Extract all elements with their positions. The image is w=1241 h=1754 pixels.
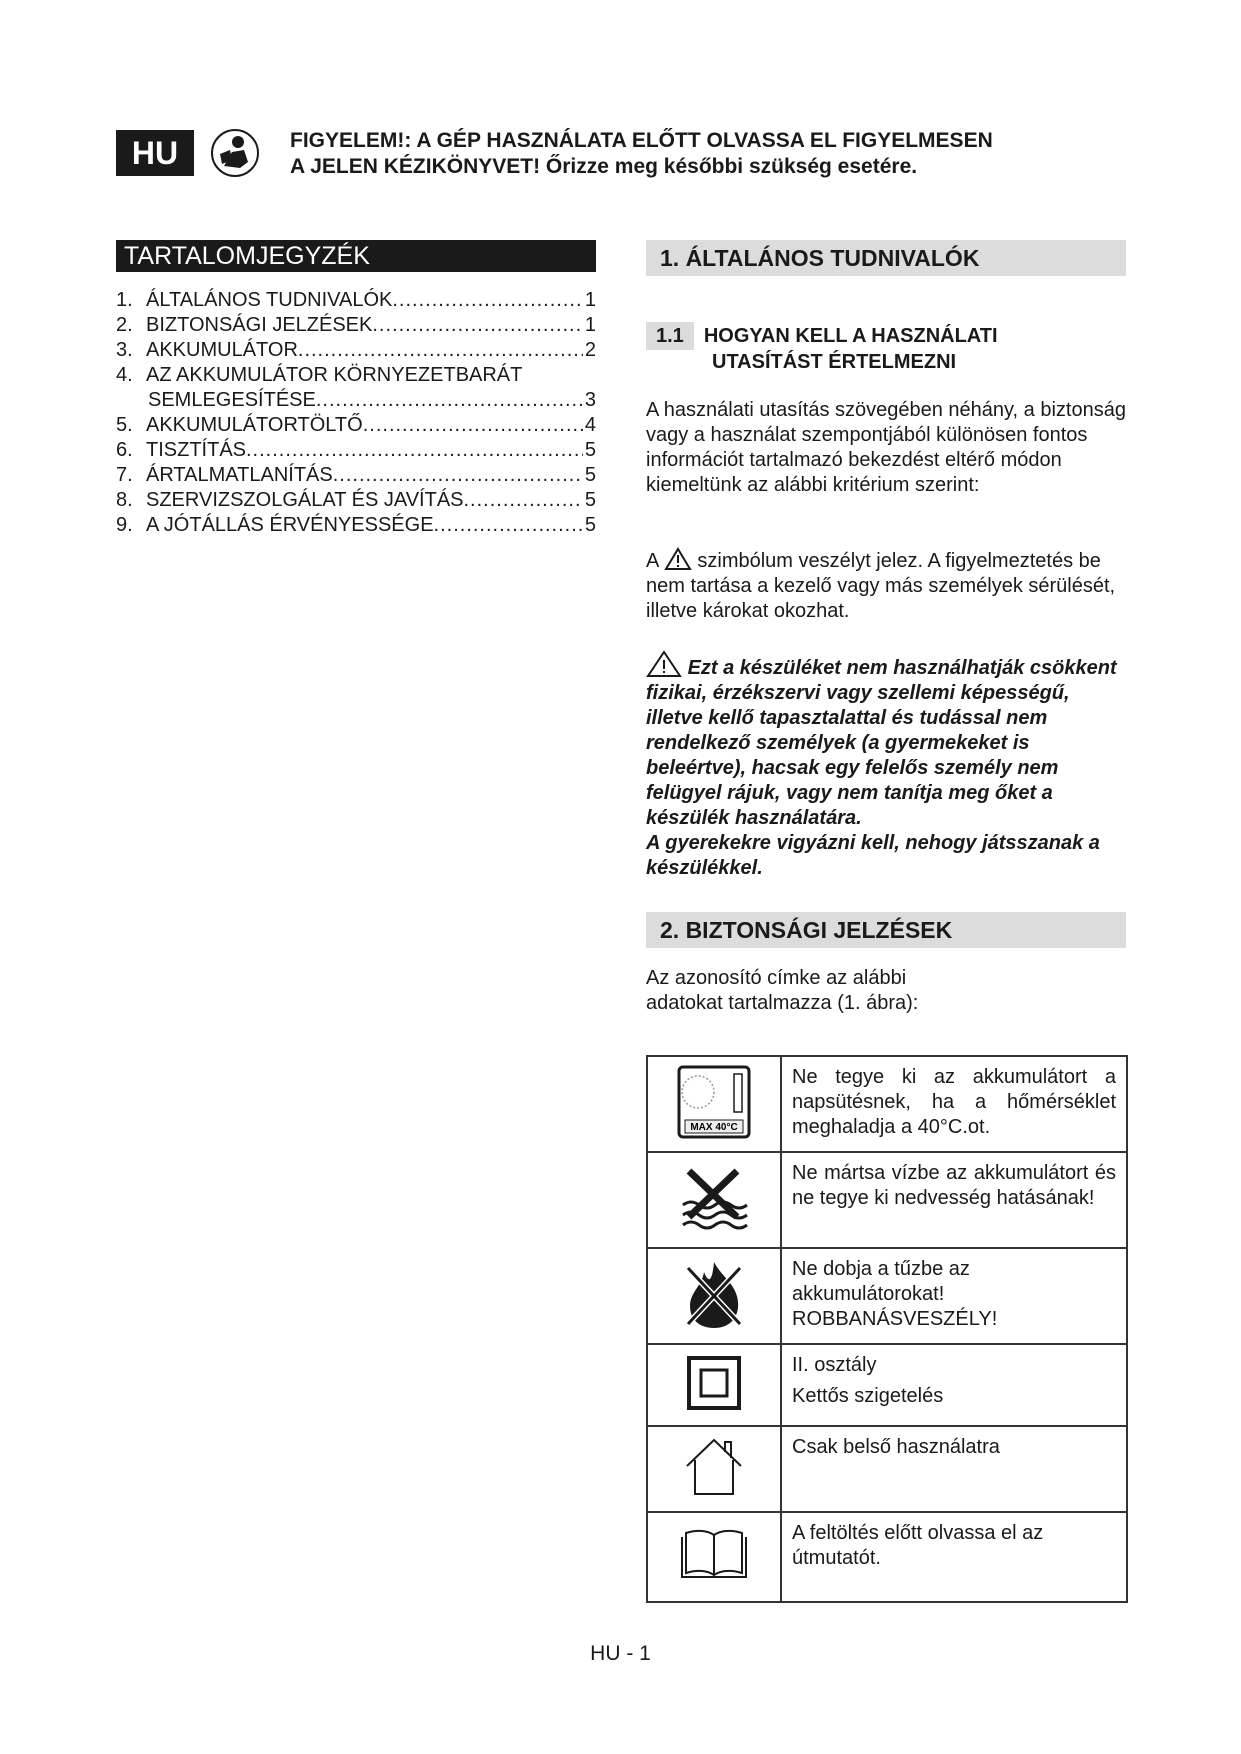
read-manual-book-icon xyxy=(678,1527,750,1583)
toc-item-label: AKKUMULÁTORTÖLTŐ xyxy=(146,414,363,436)
language-badge: HU xyxy=(116,130,194,176)
toc-item-num: 7. xyxy=(116,464,133,486)
toc-item[interactable] xyxy=(116,463,596,488)
symbol-description xyxy=(781,1344,1127,1426)
no-fire-icon xyxy=(682,1258,746,1330)
toc-item-label: AZ AKKUMULÁTOR KÖRNYEZETBARÁT xyxy=(146,364,523,386)
toc-item-label: A JÓTÁLLÁS ÉRVÉNYESSÉGE xyxy=(146,514,434,536)
toc-item-num: 1. xyxy=(116,289,133,311)
symbol-description: A feltöltés előtt olvassa el az útmutatót. xyxy=(781,1512,1127,1602)
subsection-heading xyxy=(646,322,998,374)
toc-item-num: 6. xyxy=(116,439,133,461)
subsection-title-line2: UTASÍTÁST ÉRTELMEZNI xyxy=(712,351,957,373)
section2-heading: 2. BIZTONSÁGI JELZÉSEK xyxy=(646,912,1126,948)
toc-item-label: AKKUMULÁTOR xyxy=(146,339,298,361)
toc-title: TARTALOMJEGYZÉK xyxy=(116,240,596,272)
toc-item[interactable] xyxy=(116,413,596,438)
toc-item[interactable] xyxy=(116,338,596,363)
toc-item-page: 2 xyxy=(584,339,596,361)
insulation-label: Kettős szigetelés xyxy=(792,1385,944,1407)
header-warning-line1: FIGYELEM!: A GÉP HASZNÁLATA ELŐTT OLVASSA EL FIGYELMESEN xyxy=(290,129,993,152)
no-water-icon xyxy=(679,1163,749,1233)
toc-item-num: 9. xyxy=(116,514,133,536)
toc-item[interactable] xyxy=(116,313,596,338)
toc-item-page: 5 xyxy=(584,464,596,486)
toc-item[interactable] xyxy=(116,288,596,313)
toc-item-page: 5 xyxy=(584,439,596,461)
toc-item-num: 8. xyxy=(116,489,133,511)
toc-item[interactable] xyxy=(116,438,596,463)
toc-item-label: ÁLTALÁNOS TUDNIVALÓK xyxy=(146,289,393,311)
toc-item[interactable] xyxy=(116,488,596,513)
toc-item-num: 4. xyxy=(116,364,133,386)
toc-item-page: 5 xyxy=(584,489,596,511)
sun-temperature-icon xyxy=(676,1064,752,1140)
table-row xyxy=(647,1056,1127,1152)
toc-item-page: 1 xyxy=(584,314,596,336)
toc-item-label: SEMLEGESÍTÉSE xyxy=(148,389,316,411)
toc-item[interactable] xyxy=(116,513,596,538)
symbol-description: Csak belső használatra xyxy=(781,1426,1127,1512)
page-number: HU - 1 xyxy=(590,1642,651,1665)
symbol-cell xyxy=(647,1248,781,1344)
warning-block xyxy=(646,650,1126,881)
class-label: II. osztály xyxy=(792,1354,877,1376)
indoor-use-icon xyxy=(683,1436,745,1498)
children-warning-text: A gyerekekre vigyázni kell, nehogy játsszanak a készülékkel. xyxy=(646,832,1100,879)
symbol-description: Ne mártsa vízbe az akkumulátort és ne tegye ki nedvesség hatásának! xyxy=(781,1152,1127,1248)
toc-item-page: 1 xyxy=(584,289,596,311)
subsection-number: 1.1 xyxy=(646,322,694,350)
symbol-cell xyxy=(647,1512,781,1602)
toc-item-num: 2. xyxy=(116,314,133,336)
table-row xyxy=(647,1248,1127,1344)
symbol-paragraph xyxy=(646,547,1126,624)
table-row xyxy=(647,1512,1127,1602)
symbol-paragraph-text: szimbólum veszélyt jelez. A figyelmeztetés be nem tartása a kezelő vagy más személyek sérülését, illetve károkat okozhat. xyxy=(646,550,1116,622)
toc-item-label: SZERVIZSZOLGÁLAT ÉS JAVÍTÁS xyxy=(146,489,464,511)
toc-item-page: 5 xyxy=(584,514,596,536)
table-of-contents xyxy=(116,288,596,538)
toc-item-continued[interactable] xyxy=(116,388,596,413)
table-row xyxy=(647,1344,1127,1426)
warning-triangle-icon xyxy=(646,650,682,678)
symbol-description: Ne tegye ki az akkumulátort a napsütésnek, ha a hőmérséklet meghaladja a 40°C.ot. xyxy=(781,1056,1127,1152)
warning-text: Ezt a készüléket nem használhatják csökkent fizikai, érzékszervi vagy szellemi képességű, illetve kellő tapasztalattal és tudással nem rendelkező személyek (a gyermekeket is beleértve), hacsak egy felelős személy nem felügyel rájuk, vagy nem tanítja meg őket a készülék használatára. xyxy=(646,657,1117,829)
read-manual-icon xyxy=(210,128,260,178)
subsection-title-line1: HOGYAN KELL A HASZNÁLATI xyxy=(703,325,998,347)
warning-triangle-icon xyxy=(664,547,692,571)
section1-heading: 1. ÁLTALÁNOS TUDNIVALÓK xyxy=(646,240,1126,276)
header-warning-line2: A JELEN KÉZIKÖNYVET! Őrizze meg későbbi szükség esetére. xyxy=(290,155,918,178)
symbol-cell xyxy=(647,1152,781,1248)
table-row xyxy=(647,1152,1127,1248)
toc-item-page: 4 xyxy=(584,414,596,436)
toc-item[interactable] xyxy=(116,363,596,388)
symbol-cell xyxy=(647,1344,781,1426)
toc-item-num: 5. xyxy=(116,414,133,436)
symbol-table xyxy=(646,1055,1128,1603)
max-temp-label: MAX 40°C xyxy=(690,1121,738,1133)
toc-item-num: 3. xyxy=(116,339,133,361)
double-insulation-icon xyxy=(686,1355,742,1411)
symbol-cell xyxy=(647,1426,781,1512)
toc-item-label: BIZTONSÁGI JELZÉSEK xyxy=(146,314,373,336)
table-row xyxy=(647,1426,1127,1512)
intro-paragraph: A használati utasítás szövegében néhány, a biztonság vagy a használat szempontjából különösen fontos információt tartalmazó bekezdést eltérő módon kiemeltünk az alábbi kritérium szerint: xyxy=(646,399,1126,496)
symbol-description: Ne dobja a tűzbe az akkumulátorokat! ROBBANÁSVESZÉLY! xyxy=(781,1248,1127,1344)
toc-item-page: 3 xyxy=(584,389,596,411)
toc-item-label: TISZTÍTÁS xyxy=(146,439,246,461)
toc-item-label: ÁRTALMATLANÍTÁS xyxy=(146,464,333,486)
symbol-cell xyxy=(647,1056,781,1152)
header-warning xyxy=(290,128,993,180)
section2-intro: Az azonosító címke az alábbi adatokat tartalmazza (1. ábra): xyxy=(646,967,919,1014)
symbol-paragraph-start: A xyxy=(646,550,659,572)
